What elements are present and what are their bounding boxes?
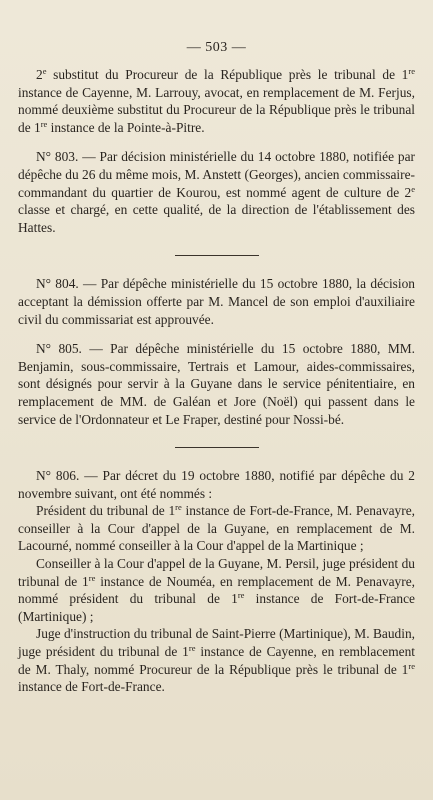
paragraph-806-president: Président du tribunal de 1re instance de Fort-de-France, M. Penavayre, conseiller à la Cour d'appel de la Guyane, en remplacement de M. Lacourné, nommé conseiller à la Cour d'appel de la Martinique ; — [18, 502, 415, 554]
paragraph-806-conseiller: Conseiller à la Cour d'appel de la Guyane, M. Persil, juge président du tribunal de 1re instance de Nouméa, en remplacement de M. Penavayre, nommé président du tribunal de 1re instance de Fort-de-France (Martinique) ; — [18, 556, 415, 624]
paragraph-806-juge: Juge d'instruction du tribunal de Saint-Pierre (Martinique), M. Baudin, juge président du tribunal de 1re instance de Cayenne, en remblacement de M. Thaly, nommé Procureur de la République près le tribunal de 1re instance de Fort-de-France. — [18, 626, 415, 695]
paragraph-805: N° 805. — Par dépêche ministérielle du 15 octobre 1880, MM. Benjamin, sous-commissaire, Tertrais et Lamour, aides-commissaires, sont désignés pour servir à la Guyane dans le service pénitentiaire, en remplacement de MM. de Galéan et Jore (Noël) qui passent dans le service de l'Ordonnateur et Le Fraper, destiné pour Nossi-bé. — [18, 341, 415, 427]
paragraph-804: N° 804. — Par dépêche ministérielle du 15 octobre 1880, la décision acceptant la démission offerte par M. Mancel de son emploi d'auxiliaire civil du commissariat est approuvée. — [18, 276, 415, 327]
paragraph-806: N° 806. — Par décret du 19 octobre 1880, notifié par dépêche du 2 novembre suivant, ont été nommés : — [18, 468, 415, 501]
page-body — [18, 66, 415, 696]
paragraph-substitut: 2e substitut du Procureur de la République près le tribunal de 1re instance de Cayenne, M. Larrouy, avocat, en remplacement de M. Ferjus, nommé deuxième substitut du Procureur de la République près le tribunal de 1re instance de la Pointe-à-Pitre. — [18, 66, 415, 135]
page-number: — 503 — — [186, 40, 247, 55]
paragraph-803: N° 803. — Par décision ministérielle du 14 octobre 1880, notifiée par dépêche du 26 du même mois, M. Anstett (Georges), ancien commissaire-commandant du quartier de Kourou, est nommé agent de culture de 2e classe et chargé, en cette qualité, de la direction de l'établissement des Hattes. — [18, 149, 415, 235]
